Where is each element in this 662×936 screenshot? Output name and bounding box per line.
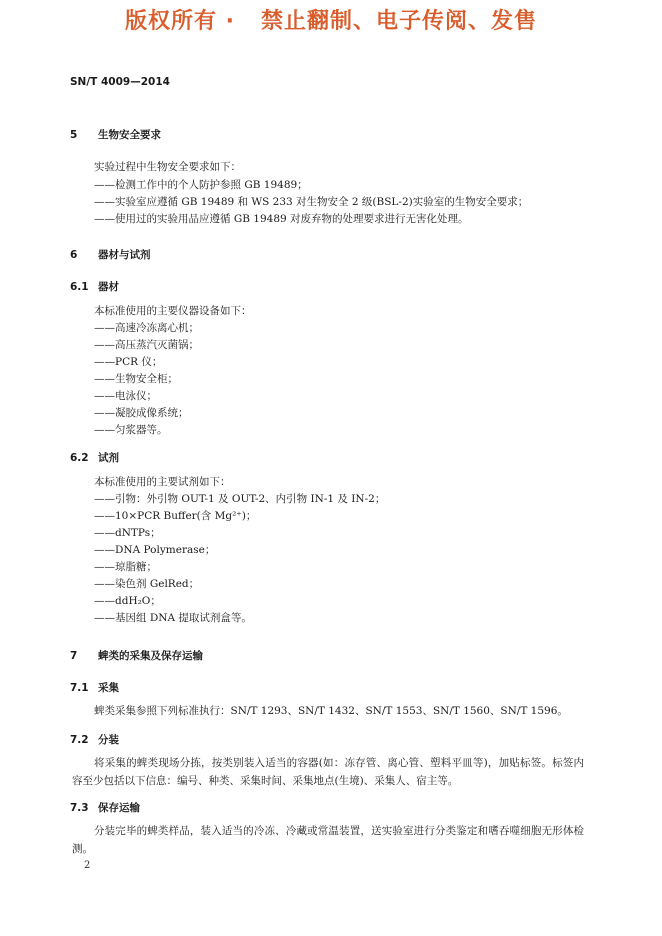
section-number: 7 bbox=[70, 650, 78, 662]
reagent-item: ——dNTPs； bbox=[94, 527, 161, 539]
section-5-item: ——检测工作中的个人防护参照 GB 19489； bbox=[94, 179, 308, 191]
section-7-3-heading bbox=[70, 800, 140, 815]
section-6-heading bbox=[70, 247, 151, 262]
equipment-item: ——凝胶成像系统； bbox=[94, 407, 189, 419]
section-5-item: ——实验室应遵循 GB 19489 和 WS 233 对生物安全 2 级(BSL-2)实验室的生物安全要求； bbox=[94, 196, 529, 208]
section-5-heading bbox=[70, 127, 161, 142]
page-number: 2 bbox=[84, 860, 91, 871]
equipment-item: ——生物安全柜； bbox=[94, 373, 178, 385]
section-number: 7.3 bbox=[70, 802, 89, 814]
section-number: 7.1 bbox=[70, 682, 89, 694]
section-title: 器材与试剂 bbox=[98, 249, 151, 261]
section-7-1-paragraph: 蜱类采集参照下列标准执行：SN/T 1293、SN/T 1432、SN/T 1553、SN/T 1560、SN/T 1596。 bbox=[94, 705, 568, 717]
section-title: 保存运输 bbox=[98, 802, 140, 814]
equipment-item: ——高速冷冻离心机； bbox=[94, 322, 199, 334]
reagent-item: ——染色剂 GelRed； bbox=[94, 578, 200, 590]
section-7-3-paragraph: 分装完毕的蜱类样品，装入适当的冷冻、冷藏或常温装置，送实验室进行分类鉴定和嗜吞噬细胞无形体检测。 bbox=[72, 825, 584, 855]
section-5-intro: 实验过程中生物安全要求如下： bbox=[94, 161, 241, 173]
section-number: 6 bbox=[70, 249, 78, 261]
section-7-2-heading bbox=[70, 732, 119, 747]
reagent-item: ——10×PCR Buffer(含 Mg²⁺)； bbox=[94, 510, 257, 522]
equipment-item: ——PCR 仪； bbox=[94, 356, 163, 368]
section-6-2-intro: 本标准使用的主要试剂如下： bbox=[94, 476, 231, 488]
section-title: 蜱类的采集及保存运输 bbox=[98, 650, 203, 662]
copyright-watermark: 版权所有 · 禁止翻制、电子传阅、发售 bbox=[125, 9, 537, 34]
reagent-item: ——基因组 DNA 提取试剂盒等。 bbox=[94, 612, 252, 624]
section-number: 5 bbox=[70, 129, 78, 141]
section-7-2-paragraph: 将采集的蜱类现场分拣，按类别装入适当的容器(如：冻存管、离心管、塑料平皿等)，加贴标签。标签内容至少包括以下信息：编号、种类、采集时间、采集地点(生境)、采集人、宿主等。 bbox=[72, 757, 584, 787]
section-number: 6.2 bbox=[70, 452, 89, 464]
section-7-1-heading bbox=[70, 680, 119, 695]
section-title: 采集 bbox=[98, 682, 119, 694]
section-6-2-heading bbox=[70, 450, 119, 465]
equipment-item: ——电泳仪； bbox=[94, 390, 157, 402]
section-number: 6.1 bbox=[70, 281, 89, 293]
section-5-item: ——使用过的实验用品应遵循 GB 19489 对废弃物的处理要求进行无害化处理。 bbox=[94, 213, 469, 225]
section-number: 7.2 bbox=[70, 734, 89, 746]
reagent-item: ——琼脂糖； bbox=[94, 561, 157, 573]
section-6-1-heading bbox=[70, 279, 119, 294]
equipment-item: ——匀浆器等。 bbox=[94, 424, 168, 436]
reagent-item: ——DNA Polymerase； bbox=[94, 544, 216, 556]
section-title: 试剂 bbox=[98, 452, 119, 464]
section-title: 器材 bbox=[98, 281, 119, 293]
section-title: 分装 bbox=[98, 734, 119, 746]
equipment-item: ——高压蒸汽灭菌锅； bbox=[94, 339, 199, 351]
section-6-1-intro: 本标准使用的主要仪器设备如下： bbox=[94, 305, 252, 317]
reagent-item: ——引物：外引物 OUT-1 及 OUT-2、内引物 IN-1 及 IN-2； bbox=[94, 493, 386, 505]
reagent-item: ——ddH₂O； bbox=[94, 595, 161, 607]
standard-code-header: SN/T 4009—2014 bbox=[70, 76, 170, 88]
section-7-heading bbox=[70, 648, 203, 663]
section-title: 生物安全要求 bbox=[98, 129, 161, 141]
